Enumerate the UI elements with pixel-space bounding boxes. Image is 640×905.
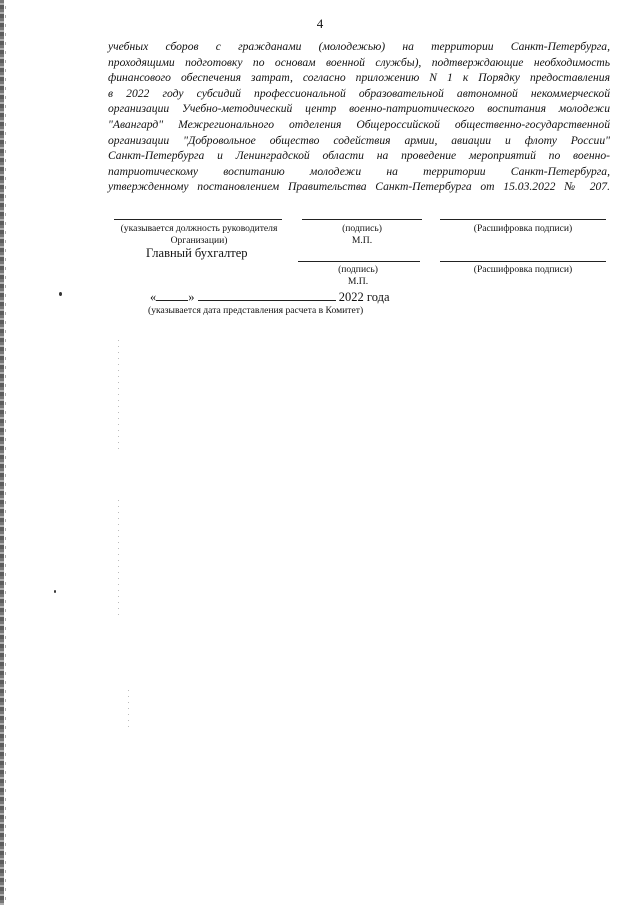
accountant-decode-line — [440, 261, 606, 262]
paragraph-line: организации Учебно-методический центр военно-патриотического воспитания молодежи — [108, 102, 610, 116]
accountant-role: Главный бухгалтер — [146, 246, 248, 260]
head-signature-label: (подпись) — [342, 223, 382, 234]
date-open-quote: « — [150, 290, 157, 304]
date-day-blank — [156, 289, 188, 301]
paragraph-line: "Авангард" Межрегионального отделения Общероссийской общественно-государственной — [108, 117, 610, 131]
page-number: 4 — [316, 16, 324, 31]
scan-edge-inner — [5, 0, 6, 905]
scan-edge — [0, 0, 4, 905]
accountant-stamp-label: М.П. — [347, 276, 369, 287]
head-stamp-label: М.П. — [351, 235, 373, 246]
accountant-signature-line — [298, 261, 420, 262]
paragraph-line: учебных сборов с гражданами (молодежью) на территории Санкт-Петербурга, — [108, 40, 610, 53]
paragraph-line: финансового обеспечения затрат, согласно приложению N 1 к Порядку предоставления — [108, 71, 610, 85]
body-paragraph — [108, 39, 610, 195]
date-caption: (указывается дата представления расчета в Комитет) — [148, 305, 364, 316]
paragraph-line: Санкт-Петербурга и Ленинградской области на проведение мероприятий по военно- — [108, 149, 610, 163]
date-month-blank — [198, 289, 336, 301]
head-signature-caption — [312, 223, 412, 247]
accountant-decode-caption: (Расшифровка подписи) — [473, 264, 573, 275]
head-signature-line — [302, 219, 422, 220]
date-close-quote: » — [188, 290, 195, 304]
head-position-line — [114, 219, 282, 220]
head-decode-line — [440, 219, 606, 220]
scan-dots — [118, 500, 119, 620]
scan-speck — [54, 590, 56, 593]
paragraph-line: утвержденному постановлением Правительства Санкт-Петербурга от 15.03.2022 № 207. — [108, 180, 610, 194]
head-position-caption-line2: Организации) — [170, 235, 228, 246]
head-decode-caption: (Расшифровка подписи) — [473, 223, 573, 234]
scan-dots — [118, 340, 119, 450]
date-line — [150, 289, 390, 305]
date-year-text: 2022 года — [338, 290, 390, 304]
scan-dots — [128, 690, 129, 730]
accountant-signature-label: (подпись) — [338, 264, 378, 275]
scan-speck — [59, 292, 62, 296]
head-position-caption — [104, 223, 294, 247]
paragraph-line: проходящими подготовку по основам военной службы), подтверждающие необходимость — [108, 55, 610, 69]
paragraph-line: патриотическому воспитанию молодежи на территории Санкт-Петербурга, — [108, 164, 610, 178]
head-position-caption-line1: (указывается должность руководителя — [120, 223, 278, 234]
paragraph-line: в 2022 году субсидий профессиональной образовательной автономной некоммерческой — [108, 86, 610, 100]
paragraph-line: организации "Добровольное общество содействия армии, авиации и флоту России" — [108, 133, 610, 147]
accountant-signature-caption — [308, 264, 408, 288]
